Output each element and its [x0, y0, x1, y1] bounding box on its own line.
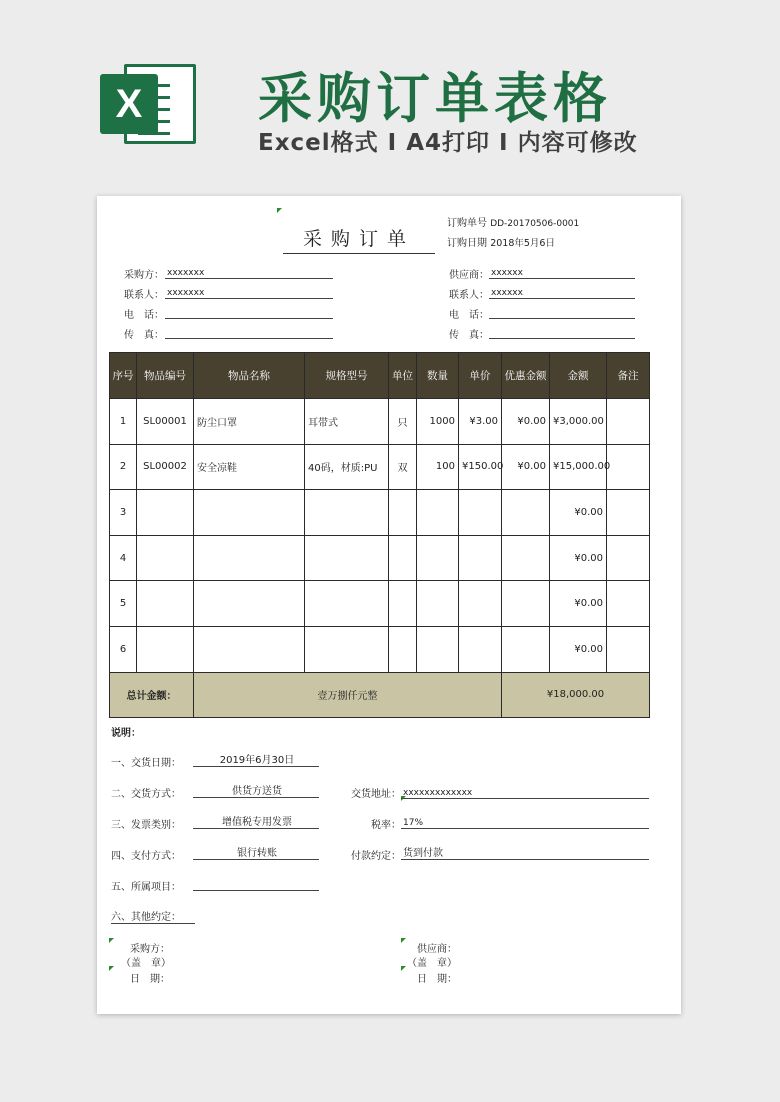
cell-discount[interactable] — [502, 535, 550, 581]
buyer-date-label: 日 期： — [130, 974, 170, 985]
column-header: 单价 — [459, 353, 502, 399]
cell-name[interactable]: 防尘口罩 — [194, 399, 305, 445]
order-document — [97, 196, 681, 1014]
cell-price[interactable] — [459, 535, 502, 581]
other-terms-label: 六、其他约定： — [111, 908, 195, 924]
buyer-label: 采购方： — [124, 270, 164, 281]
supplier-date-label: 日 期： — [417, 974, 457, 985]
cell-comment-marker — [401, 938, 406, 943]
cell-qty[interactable]: 1000 — [417, 399, 459, 445]
delivery-date-label: 一、交货日期： — [111, 758, 181, 769]
column-header: 单位 — [389, 353, 417, 399]
column-header: 备注 — [607, 353, 650, 399]
delivery-address-label: 交货地址： — [351, 789, 401, 800]
cell-qty[interactable]: 100 — [417, 444, 459, 490]
supplier-seal-label: （盖 章） — [407, 958, 457, 969]
total-in-words[interactable]: 壹万捌仟元整 — [194, 672, 502, 717]
cell-comment-marker — [109, 966, 114, 971]
supplier-contact-label: 联系人： — [449, 290, 489, 301]
order-no-value: DD-20170506-0001 — [490, 219, 580, 229]
column-header: 规格型号 — [305, 353, 389, 399]
column-header: 金额 — [550, 353, 607, 399]
cell-discount[interactable] — [502, 490, 550, 536]
order-date-row — [447, 234, 555, 249]
order-date-label: 订购日期 — [447, 238, 487, 249]
cell-amount[interactable]: ¥0.00 — [550, 581, 607, 627]
supplier-contact-field[interactable]: xxxxxx — [489, 287, 635, 299]
cell-note[interactable] — [607, 444, 650, 490]
cell-code[interactable] — [137, 581, 194, 627]
order-no-label: 订购单号 — [447, 218, 487, 229]
cell-note[interactable] — [607, 626, 650, 672]
cell-note[interactable] — [607, 490, 650, 536]
cell-unit[interactable] — [389, 581, 417, 627]
buyer-fax-label: 传 真： — [124, 330, 164, 341]
cell-no[interactable]: 2 — [110, 444, 137, 490]
cell-price[interactable] — [459, 581, 502, 627]
cell-code[interactable]: SL00002 — [137, 444, 194, 490]
invoice-type-field[interactable]: 增值税专用发票 — [193, 817, 319, 829]
cell-no[interactable]: 6 — [110, 626, 137, 672]
payment-method-label: 四、支付方式： — [111, 851, 181, 862]
table-row — [110, 581, 650, 627]
cell-spec[interactable]: 40码，材质:PU — [305, 444, 389, 490]
delivery-method-label: 二、交货方式： — [111, 789, 181, 800]
cell-name[interactable] — [194, 535, 305, 581]
cell-discount[interactable]: ¥0.00 — [502, 399, 550, 445]
cell-discount[interactable] — [502, 581, 550, 627]
cell-discount[interactable]: ¥0.00 — [502, 444, 550, 490]
cell-amount[interactable]: ¥0.00 — [550, 490, 607, 536]
items-table — [109, 352, 650, 718]
tax-rate-field[interactable]: 17% — [401, 817, 649, 829]
supplier-phone-label: 电 话： — [449, 310, 489, 321]
buyer-phone-field[interactable] — [165, 307, 333, 319]
total-row — [110, 672, 650, 717]
cell-price[interactable]: ¥3.00 — [459, 399, 502, 445]
cell-qty[interactable] — [417, 535, 459, 581]
column-header: 序号 — [110, 353, 137, 399]
buyer-contact-field[interactable]: xxxxxxx — [165, 287, 333, 299]
cell-no[interactable]: 3 — [110, 490, 137, 536]
column-header: 数量 — [417, 353, 459, 399]
invoice-type-label: 三、发票类别： — [111, 820, 181, 831]
cell-unit[interactable]: 只 — [389, 399, 417, 445]
cell-code[interactable] — [137, 490, 194, 536]
cell-name[interactable] — [194, 581, 305, 627]
buyer-seal-label: （盖 章） — [121, 958, 171, 969]
buyer-sign-label: 采购方： — [130, 944, 170, 955]
cell-discount[interactable] — [502, 626, 550, 672]
order-date-value: 2018年5月6日 — [490, 238, 555, 249]
table-header-row — [110, 353, 650, 399]
cell-price[interactable] — [459, 490, 502, 536]
cell-code[interactable] — [137, 535, 194, 581]
project-label: 五、所属项目： — [111, 882, 181, 893]
delivery-date-field[interactable]: 2019年6月30日 — [193, 755, 319, 767]
banner-title: 采购订单表格 — [258, 67, 612, 130]
cell-amount[interactable]: ¥0.00 — [550, 626, 607, 672]
buyer-fax-field[interactable] — [165, 327, 333, 339]
delivery-address-field[interactable]: xxxxxxxxxxxxx — [401, 787, 649, 799]
cell-amount[interactable]: ¥15,000.00 — [550, 444, 607, 490]
cell-no[interactable]: 4 — [110, 535, 137, 581]
cell-spec[interactable] — [305, 535, 389, 581]
cell-spec[interactable] — [305, 490, 389, 536]
supplier-phone-field[interactable] — [489, 307, 635, 319]
cell-name[interactable] — [194, 490, 305, 536]
order-no-row — [447, 214, 579, 229]
cell-note[interactable] — [607, 581, 650, 627]
tax-rate-label: 税率： — [371, 820, 401, 831]
banner-subtitle: Excel格式 I A4打印 I 内容可修改 — [258, 130, 638, 156]
cell-unit[interactable] — [389, 490, 417, 536]
table-row — [110, 535, 650, 581]
project-field[interactable] — [193, 879, 319, 891]
cell-qty[interactable] — [417, 626, 459, 672]
cell-code[interactable]: SL00001 — [137, 399, 194, 445]
table-row — [110, 399, 650, 445]
cell-note[interactable] — [607, 399, 650, 445]
supplier-field[interactable]: xxxxxx — [489, 267, 635, 279]
cell-price[interactable]: ¥150.00 — [459, 444, 502, 490]
payment-terms-field[interactable]: 货到付款 — [401, 848, 649, 860]
cell-unit[interactable] — [389, 626, 417, 672]
notes-heading: 说明： — [111, 728, 141, 739]
document-title: 采购订单 — [283, 224, 435, 254]
cell-unit[interactable]: 双 — [389, 444, 417, 490]
excel-logo-icon — [100, 56, 198, 148]
cell-comment-marker — [277, 208, 282, 213]
cell-spec[interactable]: 耳带式 — [305, 399, 389, 445]
cell-note[interactable] — [607, 535, 650, 581]
cell-name[interactable] — [194, 626, 305, 672]
supplier-fax-label: 传 真： — [449, 330, 489, 341]
table-row — [110, 626, 650, 672]
buyer-phone-label: 电 话： — [124, 310, 164, 321]
delivery-method-field[interactable]: 供货方送货 — [193, 786, 319, 798]
column-header: 物品名称 — [194, 353, 305, 399]
cell-qty[interactable] — [417, 490, 459, 536]
cell-name[interactable]: 安全凉鞋 — [194, 444, 305, 490]
cell-amount[interactable]: ¥3,000.00 — [550, 399, 607, 445]
cell-no[interactable]: 5 — [110, 581, 137, 627]
cell-qty[interactable] — [417, 581, 459, 627]
payment-terms-label: 付款约定： — [351, 851, 401, 862]
cell-code[interactable] — [137, 626, 194, 672]
cell-spec[interactable] — [305, 626, 389, 672]
column-header: 优惠金额 — [502, 353, 550, 399]
table-row — [110, 490, 650, 536]
cell-price[interactable] — [459, 626, 502, 672]
buyer-contact-label: 联系人： — [124, 290, 164, 301]
cell-comment-marker — [401, 966, 406, 971]
cell-no[interactable]: 1 — [110, 399, 137, 445]
logo-letter: X — [100, 74, 158, 134]
cell-amount[interactable]: ¥0.00 — [550, 535, 607, 581]
buyer-field[interactable]: xxxxxxx — [165, 267, 333, 279]
column-header: 物品编号 — [137, 353, 194, 399]
cell-comment-marker — [109, 938, 114, 943]
payment-method-field[interactable]: 银行转账 — [193, 848, 319, 860]
table-row — [110, 444, 650, 490]
supplier-fax-field[interactable] — [489, 327, 635, 339]
supplier-sign-label: 供应商： — [417, 944, 457, 955]
total-label: 总计金额： — [110, 672, 194, 717]
supplier-label: 供应商： — [449, 270, 489, 281]
cell-unit[interactable] — [389, 535, 417, 581]
total-amount[interactable]: ¥18,000.00 — [502, 672, 650, 717]
cell-spec[interactable] — [305, 581, 389, 627]
